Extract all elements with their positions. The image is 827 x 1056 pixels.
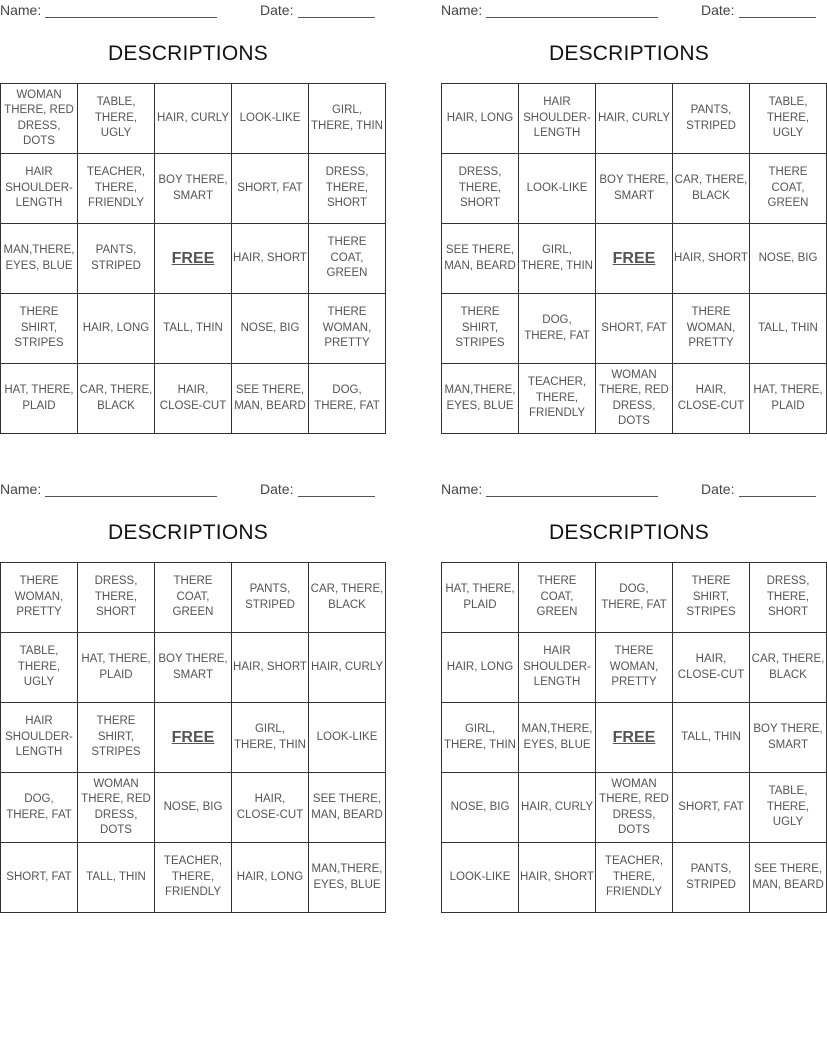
grid-row: [1, 294, 386, 364]
grid-cell: TEACHER, THERE, FRIENDLY: [155, 843, 232, 913]
bingo-grid: [441, 562, 827, 913]
free-space-cell: FREE: [596, 224, 673, 294]
name-label: Name:: [441, 2, 483, 18]
date-blank-line[interactable]: [739, 17, 816, 18]
grid-cell: HAIR, CURLY: [519, 773, 596, 843]
grid-cell: DOG, THERE, FAT: [519, 294, 596, 364]
name-label: Name:: [441, 481, 483, 497]
grid-cell: DOG, THERE, FAT: [596, 563, 673, 633]
free-space-cell: FREE: [155, 224, 232, 294]
grid-cell: HAIR SHOULDER-LENGTH: [519, 633, 596, 703]
grid-cell: THERE WOMAN, PRETTY: [1, 563, 78, 633]
grid-cell: THERE WOMAN, PRETTY: [309, 294, 386, 364]
grid-cell: LOOK-LIKE: [442, 843, 519, 913]
grid-cell: BOY THERE, SMART: [750, 703, 827, 773]
grid-cell: THERE COAT, GREEN: [519, 563, 596, 633]
grid-cell: NOSE, BIG: [750, 224, 827, 294]
grid-cell: HAIR, CURLY: [155, 84, 232, 154]
grid-cell: SEE THERE, MAN, BEARD: [442, 224, 519, 294]
grid-cell: TALL, THIN: [673, 703, 750, 773]
grid-cell: MAN,THERE, EYES, BLUE: [1, 224, 78, 294]
grid-cell: THERE SHIRT, STRIPES: [673, 563, 750, 633]
grid-cell: GIRL, THERE, THIN: [309, 84, 386, 154]
grid-cell: DOG, THERE, FAT: [1, 773, 78, 843]
grid-cell: LOOK-LIKE: [232, 84, 309, 154]
grid-cell: TEACHER, THERE, FRIENDLY: [78, 154, 155, 224]
name-blank-line[interactable]: [486, 496, 658, 497]
grid-cell: CAR, THERE, BLACK: [673, 154, 750, 224]
grid-cell: SEE THERE, MAN, BEARD: [232, 364, 309, 434]
name-date-row: [441, 481, 817, 499]
grid-cell: CAR, THERE, BLACK: [750, 633, 827, 703]
grid-cell: HAIR, SHORT: [519, 843, 596, 913]
name-label: Name:: [0, 2, 42, 18]
grid-cell: THERE COAT, GREEN: [750, 154, 827, 224]
grid-cell: TABLE, THERE, UGLY: [750, 84, 827, 154]
grid-cell: TEACHER, THERE, FRIENDLY: [596, 843, 673, 913]
grid-cell: TABLE, THERE, UGLY: [1, 633, 78, 703]
card-title: DESCRIPTIONS: [108, 521, 268, 544]
name-blank-line[interactable]: [45, 17, 217, 18]
grid-cell: TALL, THIN: [78, 843, 155, 913]
grid-cell: BOY THERE, SMART: [155, 633, 232, 703]
grid-cell: MAN,THERE, EYES, BLUE: [309, 843, 386, 913]
grid-cell: PANTS, STRIPED: [232, 563, 309, 633]
grid-row: [442, 633, 827, 703]
grid-cell: HAT, THERE, PLAID: [442, 563, 519, 633]
date-label: Date:: [701, 2, 735, 18]
grid-cell: HAIR, CLOSE-CUT: [232, 773, 309, 843]
grid-cell: PANTS, STRIPED: [673, 843, 750, 913]
grid-cell: HAIR, LONG: [78, 294, 155, 364]
grid-cell: DRESS, THERE, SHORT: [750, 563, 827, 633]
grid-row: [1, 843, 386, 913]
date-label: Date:: [701, 481, 735, 497]
grid-cell: DRESS, THERE, SHORT: [442, 154, 519, 224]
grid-cell: TABLE, THERE, UGLY: [78, 84, 155, 154]
grid-cell: LOOK-LIKE: [309, 703, 386, 773]
grid-cell: THERE WOMAN, PRETTY: [596, 633, 673, 703]
grid-row: [1, 84, 386, 154]
grid-cell: HAIR, SHORT: [232, 633, 309, 703]
name-blank-line[interactable]: [45, 496, 217, 497]
grid-cell: DRESS, THERE, SHORT: [309, 154, 386, 224]
grid-cell: THERE COAT, GREEN: [309, 224, 386, 294]
grid-row: [1, 773, 386, 843]
grid-cell: HAT, THERE, PLAID: [750, 364, 827, 434]
grid-row: [442, 154, 827, 224]
name-blank-line[interactable]: [486, 17, 658, 18]
grid-cell: HAIR, CLOSE-CUT: [673, 364, 750, 434]
grid-cell: CAR, THERE, BLACK: [78, 364, 155, 434]
grid-row: [1, 703, 386, 773]
grid-cell: BOY THERE, SMART: [155, 154, 232, 224]
grid-cell: PANTS, STRIPED: [673, 84, 750, 154]
grid-cell: MAN,THERE, EYES, BLUE: [442, 364, 519, 434]
grid-cell: HAIR, CURLY: [596, 84, 673, 154]
grid-cell: HAIR, CLOSE-CUT: [673, 633, 750, 703]
grid-cell: HAIR, LONG: [442, 84, 519, 154]
bingo-grid: [0, 562, 386, 913]
bingo-grid: [441, 83, 827, 434]
grid-cell: WOMAN THERE, RED DRESS, DOTS: [596, 364, 673, 434]
grid-cell: HAIR, SHORT: [673, 224, 750, 294]
grid-cell: SHORT, FAT: [673, 773, 750, 843]
grid-cell: NOSE, BIG: [232, 294, 309, 364]
grid-cell: TABLE, THERE, UGLY: [750, 773, 827, 843]
grid-row: [442, 843, 827, 913]
card-title: DESCRIPTIONS: [549, 521, 709, 544]
grid-row: [1, 563, 386, 633]
grid-cell: HAIR, SHORT: [232, 224, 309, 294]
grid-row: [442, 703, 827, 773]
name-label: Name:: [0, 481, 42, 497]
name-date-row: [441, 2, 817, 20]
grid-cell: WOMAN THERE, RED DRESS, DOTS: [596, 773, 673, 843]
grid-row: [442, 294, 827, 364]
bingo-grid: [0, 83, 386, 434]
grid-row: [1, 224, 386, 294]
grid-cell: HAT, THERE, PLAID: [78, 633, 155, 703]
grid-cell: NOSE, BIG: [155, 773, 232, 843]
grid-row: [442, 563, 827, 633]
grid-cell: HAIR SHOULDER-LENGTH: [519, 84, 596, 154]
grid-row: [442, 224, 827, 294]
grid-cell: THERE WOMAN, PRETTY: [673, 294, 750, 364]
grid-cell: NOSE, BIG: [442, 773, 519, 843]
grid-cell: PANTS, STRIPED: [78, 224, 155, 294]
grid-cell: HAT, THERE, PLAID: [1, 364, 78, 434]
grid-cell: WOMAN THERE, RED DRESS, DOTS: [1, 84, 78, 154]
name-date-row: [0, 2, 376, 20]
free-space-cell: FREE: [596, 703, 673, 773]
grid-row: [442, 84, 827, 154]
grid-cell: TALL, THIN: [750, 294, 827, 364]
grid-cell: HAIR SHOULDER-LENGTH: [1, 154, 78, 224]
card-title: DESCRIPTIONS: [549, 42, 709, 65]
grid-cell: TALL, THIN: [155, 294, 232, 364]
grid-cell: MAN,THERE, EYES, BLUE: [519, 703, 596, 773]
date-blank-line[interactable]: [298, 17, 375, 18]
grid-cell: SHORT, FAT: [232, 154, 309, 224]
grid-cell: THERE SHIRT, STRIPES: [78, 703, 155, 773]
date-label: Date:: [260, 481, 294, 497]
grid-cell: HAIR SHOULDER-LENGTH: [1, 703, 78, 773]
grid-cell: THERE SHIRT, STRIPES: [442, 294, 519, 364]
grid-cell: HAIR, LONG: [442, 633, 519, 703]
grid-cell: SHORT, FAT: [596, 294, 673, 364]
grid-cell: THERE SHIRT, STRIPES: [1, 294, 78, 364]
grid-row: [1, 364, 386, 434]
date-blank-line[interactable]: [298, 496, 375, 497]
grid-row: [1, 154, 386, 224]
grid-cell: GIRL, THERE, THIN: [519, 224, 596, 294]
grid-cell: WOMAN THERE, RED DRESS, DOTS: [78, 773, 155, 843]
grid-cell: BOY THERE, SMART: [596, 154, 673, 224]
free-space-cell: FREE: [155, 703, 232, 773]
date-blank-line[interactable]: [739, 496, 816, 497]
grid-row: [442, 773, 827, 843]
grid-cell: GIRL, THERE, THIN: [232, 703, 309, 773]
grid-cell: CAR, THERE, BLACK: [309, 563, 386, 633]
grid-cell: DRESS, THERE, SHORT: [78, 563, 155, 633]
date-label: Date:: [260, 2, 294, 18]
grid-cell: SEE THERE, MAN, BEARD: [750, 843, 827, 913]
grid-row: [1, 633, 386, 703]
card-title: DESCRIPTIONS: [108, 42, 268, 65]
grid-cell: HAIR, CLOSE-CUT: [155, 364, 232, 434]
name-date-row: [0, 481, 376, 499]
grid-cell: HAIR, LONG: [232, 843, 309, 913]
grid-cell: SEE THERE, MAN, BEARD: [309, 773, 386, 843]
grid-cell: SHORT, FAT: [1, 843, 78, 913]
grid-cell: TEACHER, THERE, FRIENDLY: [519, 364, 596, 434]
grid-row: [442, 364, 827, 434]
grid-cell: HAIR, CURLY: [309, 633, 386, 703]
grid-cell: THERE COAT, GREEN: [155, 563, 232, 633]
grid-cell: DOG, THERE, FAT: [309, 364, 386, 434]
grid-cell: GIRL, THERE, THIN: [442, 703, 519, 773]
grid-cell: LOOK-LIKE: [519, 154, 596, 224]
